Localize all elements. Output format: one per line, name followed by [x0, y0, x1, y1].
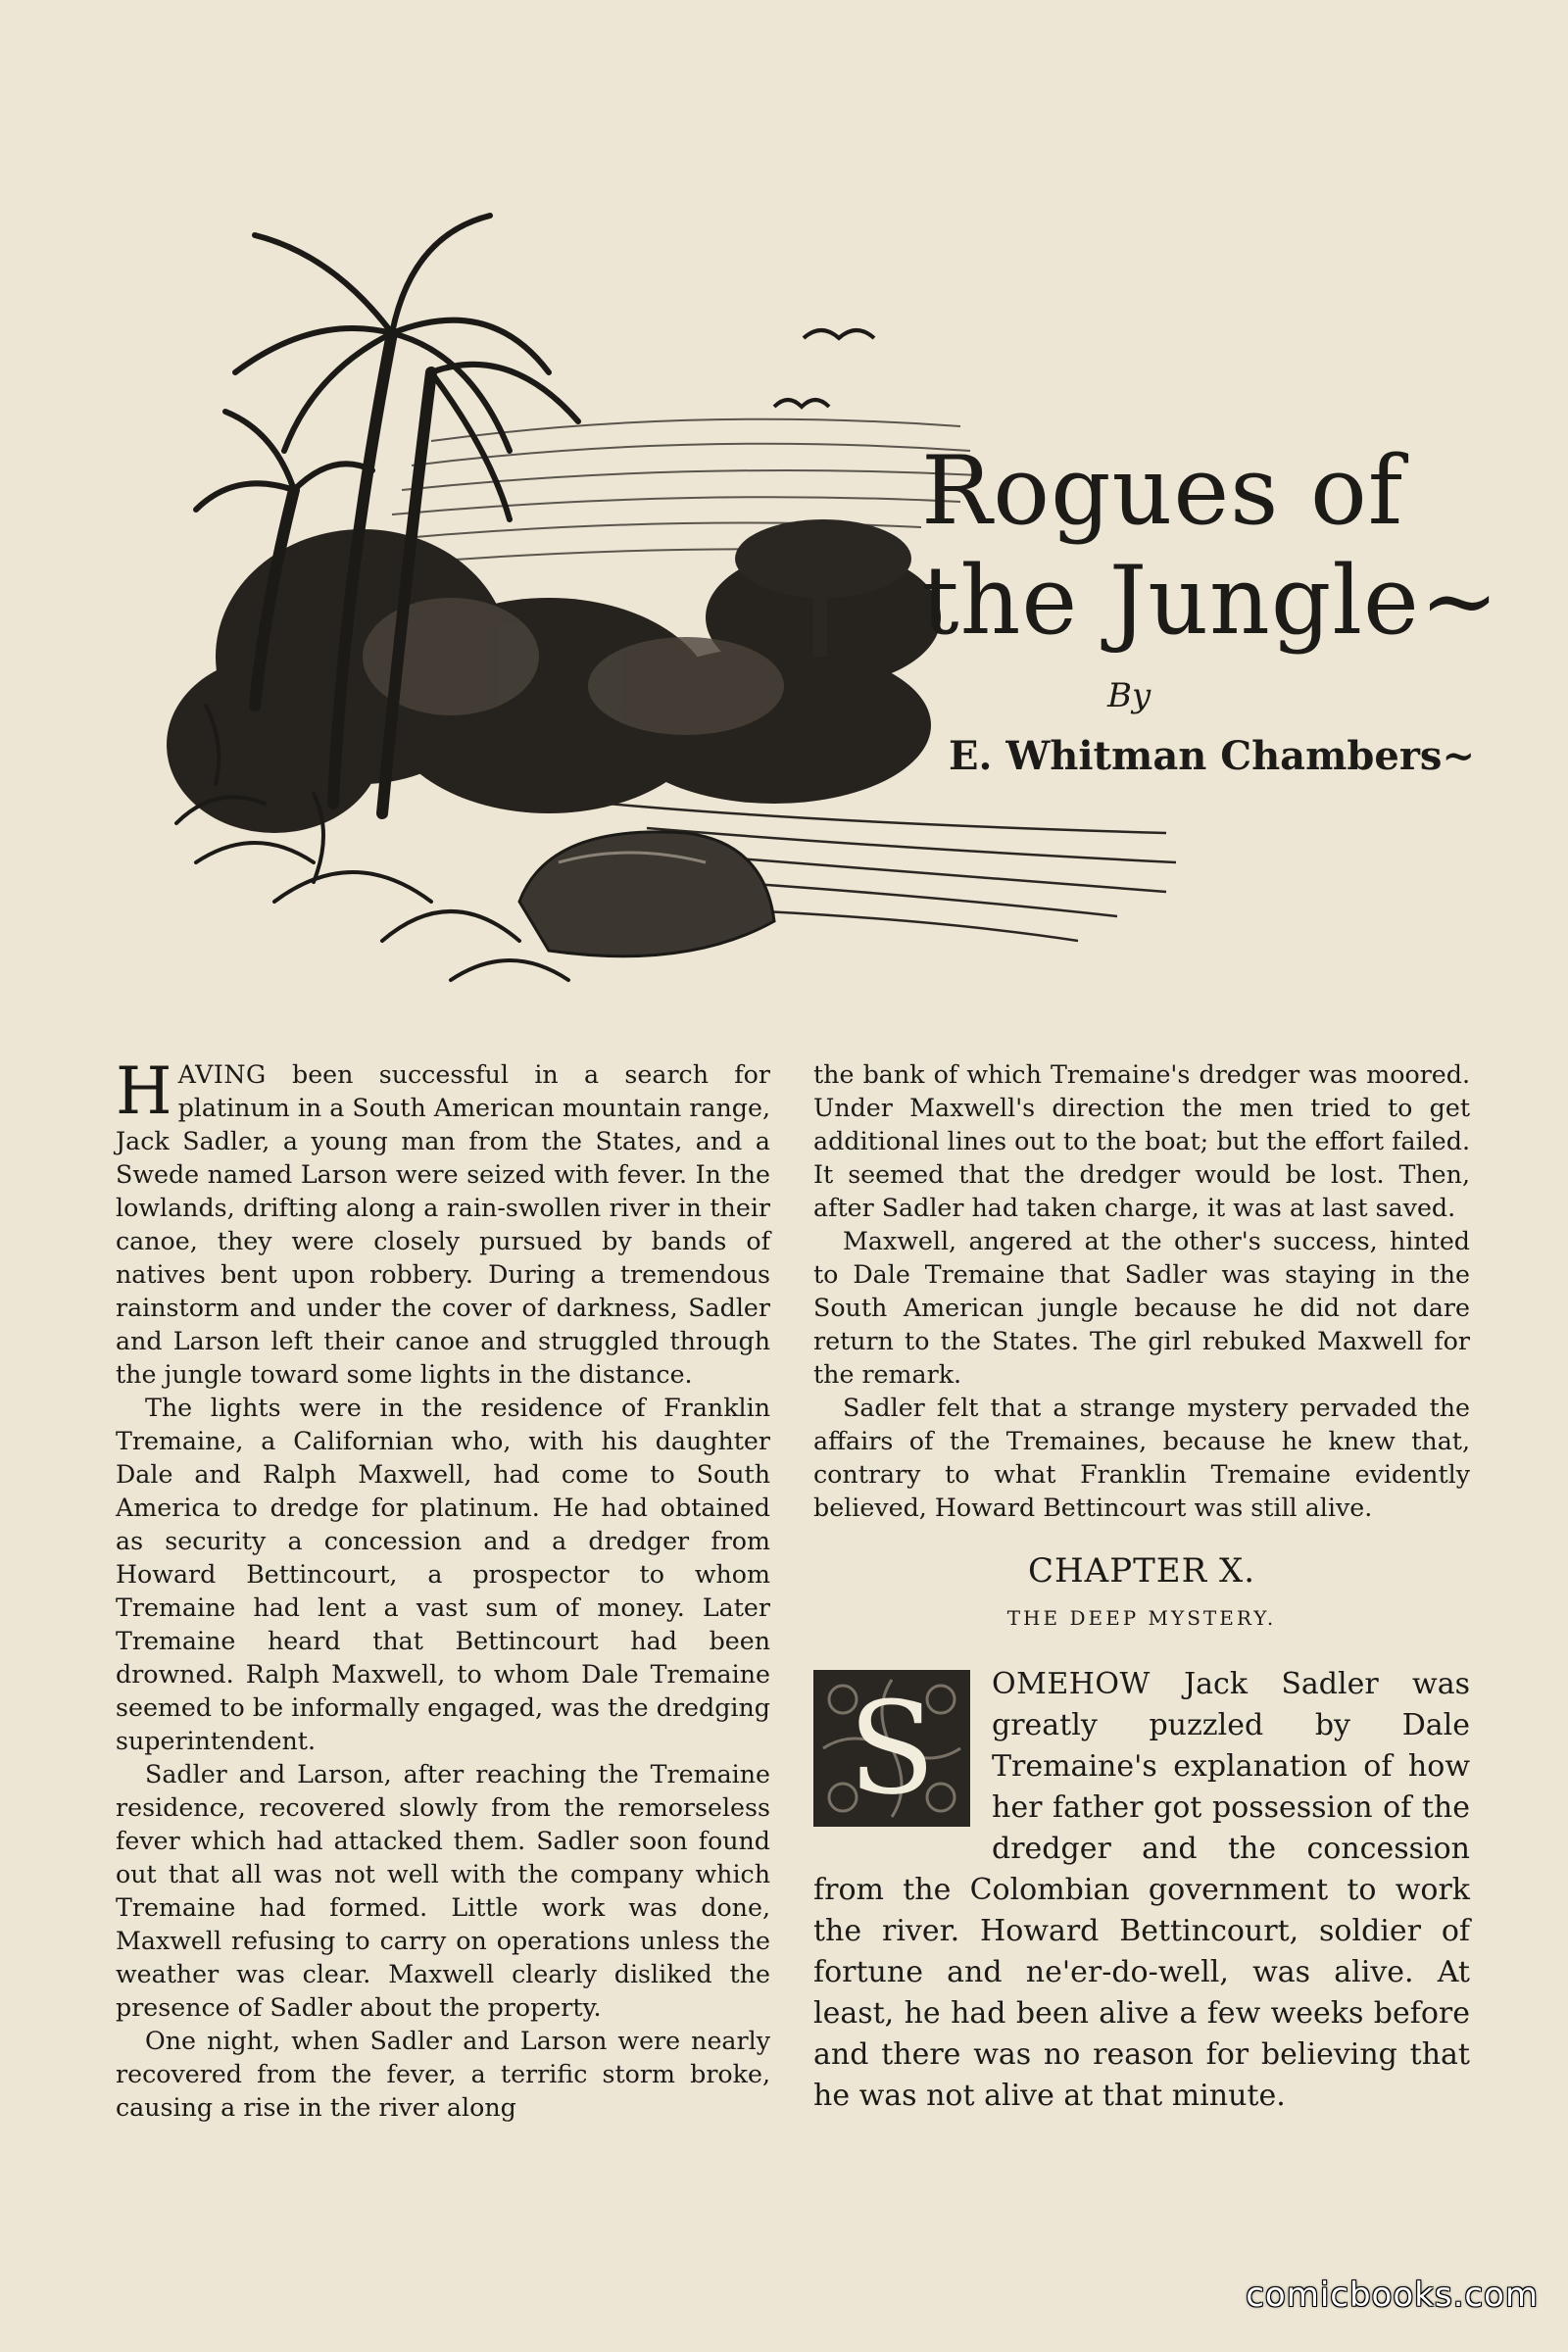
drop-cap-h: H [116, 1054, 172, 1129]
synopsis-paragraph-7: Sadler felt that a strange mystery pervaded the affairs of the Tremaines, because he knew that, contrary to what Franklin Tremaine evidently believed, Howard Bettincourt was still alive. [813, 1394, 1470, 1522]
drop-cap-letter: S [848, 1674, 936, 1823]
chapter-text: Jack Sadler was greatly puzzled by Dale Tremaine's explanation of how her father got possession of the dredger and the concession from the Colombian government to work the river. Howard Bettincourt, soldier of fortune and ne'er-do-well, was alive. At least, he had been alive a few weeks before and there was no reason for believing that he was not alive at that minute. [813, 1667, 1470, 2113]
synopsis-paragraph-4: One night, when Sadler and Larson were nearly recovered from the fever, a terrific storm broke, causing a rise in the river along [116, 2027, 770, 2122]
synopsis-paragraph-5: the bank of which Tremaine's dredger was moored. Under Maxwell's direction the men tried to get additional lines out to the boat; but the effort failed. It seemed that the dredger would be lost. Then, after Sadler had taken charge, it was at last saved. [813, 1060, 1470, 1222]
chapter-lead-word: OMEHOW [992, 1667, 1151, 1701]
chapter-heading: CHAPTER X. [1027, 1551, 1255, 1591]
drop-cap-s [813, 1670, 970, 1827]
synopsis-paragraph-6: Maxwell, angered at the other's success, hinted to Dale Tremaine that Sadler was staying in the South American jungle because he did not dare return to the States. The girl rebuked Maxwell for the remark. [813, 1227, 1470, 1389]
byline-author: E. Whitman Chambers~ [949, 733, 1475, 779]
paragraph-text: been successful in a search for platinum in a South American mountain range, Jack Sadler, a young man from the States, and a Swede named Larson were seized with fever. In the lowlands, drifting along a rain-swollen river in their canoe, they were closely pursued by bands of natives bent upon robbery. During a tremendous rainstorm and under the cover of darkness, Sadler and Larson left their canoe and struggled through the jungle toward some lights in the distance. [116, 1060, 770, 1389]
synopsis-paragraph-1 [116, 1054, 770, 1392]
chapter-body [813, 1664, 1470, 2117]
right-column [813, 1058, 1470, 2117]
synopsis-paragraph-3: Sadler and Larson, after reaching the Tremaine residence, recovered slowly from the remorseless fever which had attacked them. Sadler soon found out that all was not well with the company which Tremaine had formed. Little work was done, Maxwell refusing to carry on operations unless the weather was clear. Maxwell clearly disliked the presence of Sadler about the property. [116, 1760, 770, 2022]
left-column [116, 1054, 770, 2125]
site-watermark: comicbooks.com [1246, 2276, 1539, 2315]
chapter-subtitle: THE DEEP MYSTERY. [1006, 1606, 1277, 1630]
byline-by: By [1107, 676, 1152, 715]
title-line-1: Rogues of [921, 436, 1404, 546]
title-line-2: the Jungle~ [921, 546, 1500, 656]
synopsis-paragraph-2: The lights were in the residence of Franklin Tremaine, a Californian who, with his daughter Dale and Ralph Maxwell, had come to South America to dredge for platinum. He had obtained as security a concession and a dredger from Howard Bettincourt, a prospector to whom Tremaine had lent a vast sum of money. Later Tremaine heard that Bettincourt had been drowned. Ralph Maxwell, to whom Dale Tremaine seemed to be informally engaged, was the dredging superintendent. [116, 1394, 770, 1755]
lead-word: AVING [177, 1060, 267, 1089]
story-title [921, 436, 1500, 656]
